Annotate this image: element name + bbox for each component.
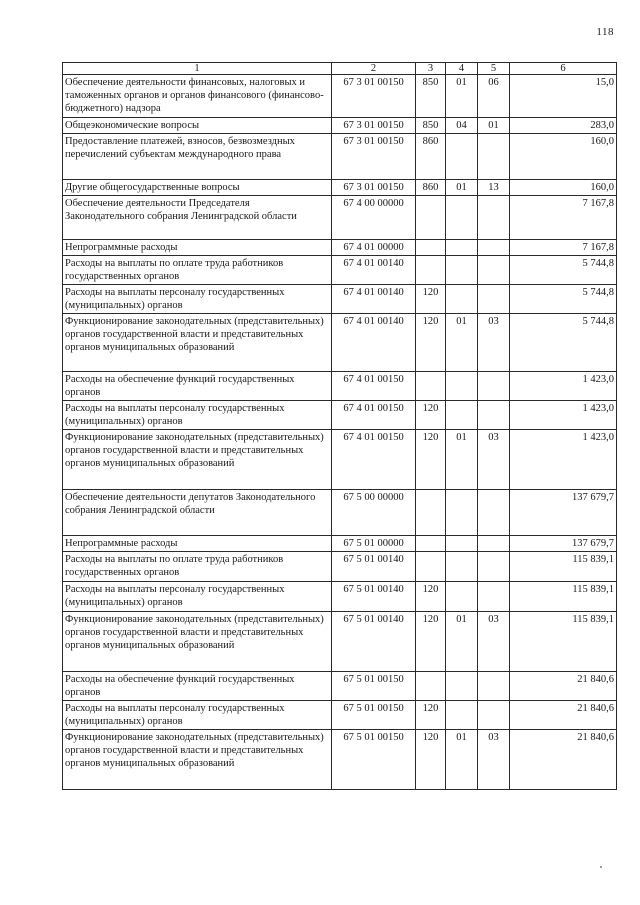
subsection-cell [478,256,510,285]
amount-cell: 21 840,6 [510,730,617,790]
header-cell: 4 [446,63,478,75]
item-name-cell: Другие общегосударственные вопросы [63,180,332,196]
budget-table [62,62,617,790]
item-name-cell: Расходы на обеспечение функций государственных органов [63,372,332,401]
subsection-cell [478,701,510,730]
header-cell: 2 [332,63,416,75]
table-row [63,314,617,372]
target-article-cell: 67 3 01 00150 [332,75,416,118]
section-cell: 01 [446,314,478,372]
expense-type-cell [416,490,446,536]
target-article-cell: 67 4 00 00000 [332,196,416,240]
scan-mark [600,866,602,868]
item-name-cell: Функционирование законодательных (представительных) органов государственной власти и представительных органов муниципальных образований [63,730,332,790]
section-cell [446,372,478,401]
section-cell: 04 [446,118,478,134]
section-cell [446,490,478,536]
header-cell: 1 [63,63,332,75]
amount-cell: 7 167,8 [510,240,617,256]
target-article-cell: 67 3 01 00150 [332,134,416,180]
item-name-cell: Функционирование законодательных (представительных) органов государственной власти и представительных органов муниципальных образований [63,314,332,372]
expense-type-cell: 850 [416,75,446,118]
table-row [63,401,617,430]
subsection-cell: 01 [478,118,510,134]
target-article-cell: 67 5 01 00150 [332,701,416,730]
expense-type-cell [416,372,446,401]
table-row [63,118,617,134]
expense-type-cell: 120 [416,730,446,790]
target-article-cell: 67 5 01 00140 [332,612,416,672]
section-cell [446,196,478,240]
subsection-cell [478,285,510,314]
target-article-cell: 67 3 01 00150 [332,180,416,196]
table-row [63,536,617,552]
item-name-cell: Непрограммные расходы [63,240,332,256]
target-article-cell: 67 5 01 00000 [332,536,416,552]
target-article-cell: 67 5 01 00150 [332,730,416,790]
section-cell: 01 [446,612,478,672]
expense-type-cell: 120 [416,401,446,430]
header-cell: 6 [510,63,617,75]
target-article-cell: 67 5 00 00000 [332,490,416,536]
subsection-cell: 13 [478,180,510,196]
expense-type-cell [416,672,446,701]
amount-cell: 5 744,8 [510,256,617,285]
amount-cell: 115 839,1 [510,552,617,582]
amount-cell: 5 744,8 [510,314,617,372]
subsection-cell [478,582,510,612]
expense-type-cell: 120 [416,285,446,314]
target-article-cell: 67 4 01 00000 [332,240,416,256]
expense-type-cell [416,196,446,240]
table-row [63,134,617,180]
item-name-cell: Расходы на выплаты по оплате труда работников государственных органов [63,256,332,285]
amount-cell: 115 839,1 [510,582,617,612]
subsection-cell: 03 [478,730,510,790]
table-row [63,256,617,285]
expense-type-cell [416,240,446,256]
table-row [63,285,617,314]
subsection-cell [478,196,510,240]
target-article-cell: 67 4 01 00140 [332,256,416,285]
table-row [63,196,617,240]
item-name-cell: Функционирование законодательных (представительных) органов государственной власти и представительных органов муниципальных образований [63,430,332,490]
table-row [63,582,617,612]
expense-type-cell: 860 [416,180,446,196]
expense-type-cell [416,536,446,552]
header-cell: 3 [416,63,446,75]
section-cell [446,701,478,730]
target-article-cell: 67 3 01 00150 [332,118,416,134]
item-name-cell: Обеспечение деятельности Председателя Законодательного собрания Ленинградской области [63,196,332,240]
amount-cell: 1 423,0 [510,372,617,401]
amount-cell: 137 679,7 [510,536,617,552]
amount-cell: 5 744,8 [510,285,617,314]
subsection-cell [478,372,510,401]
item-name-cell: Расходы на выплаты персоналу государственных (муниципальных) органов [63,285,332,314]
section-cell [446,536,478,552]
section-cell [446,552,478,582]
table-row [63,180,617,196]
subsection-cell [478,240,510,256]
table-row [63,552,617,582]
table-row [63,490,617,536]
section-cell [446,582,478,612]
page-number: 118 [596,26,614,38]
amount-cell: 15,0 [510,75,617,118]
item-name-cell: Предоставление платежей, взносов, безвозмездных перечислений субъектам международного права [63,134,332,180]
expense-type-cell [416,552,446,582]
section-cell: 01 [446,730,478,790]
subsection-cell: 03 [478,430,510,490]
section-cell: 01 [446,75,478,118]
expense-type-cell: 120 [416,582,446,612]
amount-cell: 137 679,7 [510,490,617,536]
item-name-cell: Расходы на выплаты персоналу государственных (муниципальных) органов [63,401,332,430]
item-name-cell: Расходы на выплаты персоналу государственных (муниципальных) органов [63,701,332,730]
amount-cell: 21 840,6 [510,672,617,701]
amount-cell: 283,0 [510,118,617,134]
header-row [63,63,617,75]
item-name-cell: Расходы на выплаты по оплате труда работников государственных органов [63,552,332,582]
subsection-cell: 03 [478,612,510,672]
item-name-cell: Непрограммные расходы [63,536,332,552]
expense-type-cell: 120 [416,430,446,490]
section-cell [446,134,478,180]
item-name-cell: Общеэкономические вопросы [63,118,332,134]
section-cell [446,240,478,256]
table-row [63,612,617,672]
subsection-cell [478,672,510,701]
header-cell: 5 [478,63,510,75]
expense-type-cell: 120 [416,701,446,730]
section-cell: 01 [446,430,478,490]
table-row [63,430,617,490]
subsection-cell [478,401,510,430]
table-row [63,372,617,401]
section-cell [446,672,478,701]
amount-cell: 160,0 [510,180,617,196]
target-article-cell: 67 5 01 00140 [332,582,416,612]
subsection-cell [478,536,510,552]
table-row [63,730,617,790]
amount-cell: 160,0 [510,134,617,180]
target-article-cell: 67 4 01 00150 [332,401,416,430]
item-name-cell: Обеспечение деятельности финансовых, налоговых и таможенных органов и органов финансового (финансово-бюджетного) надзора [63,75,332,118]
subsection-cell: 06 [478,75,510,118]
table-row [63,701,617,730]
item-name-cell: Обеспечение деятельности депутатов Законодательного собрания Ленинградской области [63,490,332,536]
item-name-cell: Расходы на выплаты персоналу государственных (муниципальных) органов [63,582,332,612]
table-row [63,75,617,118]
item-name-cell: Расходы на обеспечение функций государственных органов [63,672,332,701]
target-article-cell: 67 4 01 00140 [332,285,416,314]
target-article-cell: 67 5 01 00150 [332,672,416,701]
section-cell [446,401,478,430]
table-row [63,240,617,256]
section-cell [446,285,478,314]
target-article-cell: 67 4 01 00140 [332,314,416,372]
subsection-cell [478,490,510,536]
expense-type-cell [416,256,446,285]
section-cell [446,256,478,285]
subsection-cell [478,552,510,582]
amount-cell: 7 167,8 [510,196,617,240]
item-name-cell: Функционирование законодательных (представительных) органов государственной власти и представительных органов муниципальных образований [63,612,332,672]
expense-type-cell: 860 [416,134,446,180]
subsection-cell: 03 [478,314,510,372]
amount-cell: 21 840,6 [510,701,617,730]
expense-type-cell: 120 [416,612,446,672]
expense-type-cell: 120 [416,314,446,372]
target-article-cell: 67 4 01 00150 [332,430,416,490]
subsection-cell [478,134,510,180]
amount-cell: 1 423,0 [510,401,617,430]
expense-type-cell: 850 [416,118,446,134]
section-cell: 01 [446,180,478,196]
target-article-cell: 67 5 01 00140 [332,552,416,582]
target-article-cell: 67 4 01 00150 [332,372,416,401]
amount-cell: 1 423,0 [510,430,617,490]
table-row [63,672,617,701]
amount-cell: 115 839,1 [510,612,617,672]
